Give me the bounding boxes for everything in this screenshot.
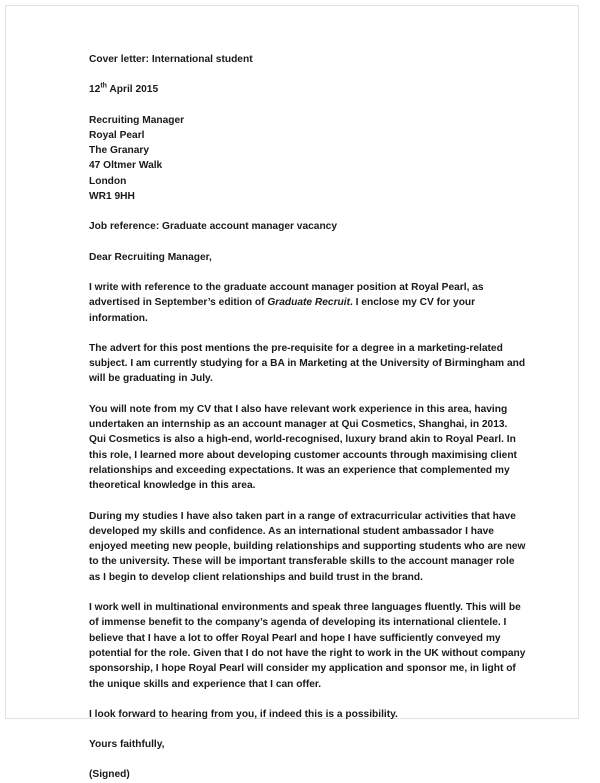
job-reference: Job reference: Graduate account manager vacancy: [89, 221, 337, 233]
letter-date: [89, 82, 526, 97]
paragraph-sponsorship: I work well in multinational environments and speak three languages fluently. This will be of immense benefit to the company’s agenda of developing its international clientele. I believe that I have a lot to offer Royal Pearl and hope I have sufficiently conveyed my potential for the role. Given that I do not have the right to work in the UK without company sponsorship, I hope Royal Pearl will consider my application and sponsor me, in light of the unique skills and experience that I can offer.: [89, 602, 526, 690]
address-line: 47 Oltmer Walk: [89, 160, 163, 172]
paragraph-work-experience: You will note from my CV that I also have relevant work experience in this area, having undertaken an internship as an account manager at Qui Cosmetics, Shanghai, in 2013. Qui Cosmetics is also a high-end, world-recognised, luxury brand akin to Royal Pearl. In this role, I learned more about developing customer accounts through maximising client relationships and exceeding expectations. It was an experience that complemented my theoretical knowledge in this area.: [89, 403, 517, 492]
paragraph-closing-statement: I look forward to hearing from you, if indeed this is a possibility.: [89, 708, 398, 720]
cover-letter-body: [89, 52, 526, 783]
paragraph-intro: [89, 280, 526, 326]
date-day: 12: [89, 84, 101, 96]
paragraph-intro-text-after: . I enclose my CV for your information.: [89, 297, 476, 324]
date-rest: April 2015: [106, 84, 159, 96]
sign-off: Yours faithfully,: [89, 739, 165, 751]
salutation: Dear Recruiting Manager,: [89, 251, 212, 263]
address-line: WR1 9HH: [89, 191, 135, 203]
address-line: Royal Pearl: [89, 129, 145, 141]
signature-placeholder: (Signed): [89, 769, 130, 781]
address-line: The Granary: [89, 145, 150, 157]
paragraph-education: The advert for this post mentions the pre-requisite for a degree in a marketing-related subject. I am currently studying for a BA in Marketing at the University of Birmingham and will be graduating in July.: [89, 342, 526, 385]
publication-title: Graduate Recruit: [267, 297, 350, 309]
address-line: Recruiting Manager: [89, 114, 185, 126]
paragraph-intro-text-before: I write with reference to the graduate account manager position at Royal Pearl, as advertised in September’s edition of: [89, 281, 484, 309]
date-ordinal-suffix: th: [100, 82, 107, 90]
document-page: [5, 5, 579, 781]
page-title: Cover letter: International student: [89, 54, 253, 65]
recipient-address: [89, 113, 526, 205]
address-line: London: [89, 175, 127, 187]
paragraph-extracurricular: During my studies I have also taken part in a range of extracurricular activities that have developed my skills and confidence. As an international student ambassador I have enjoyed meeting new people, building relationships and supporting students who are new to the university. These will be important transferable skills to the account manager role as I begin to develop client relationships and build trust in the brand.: [89, 510, 526, 583]
